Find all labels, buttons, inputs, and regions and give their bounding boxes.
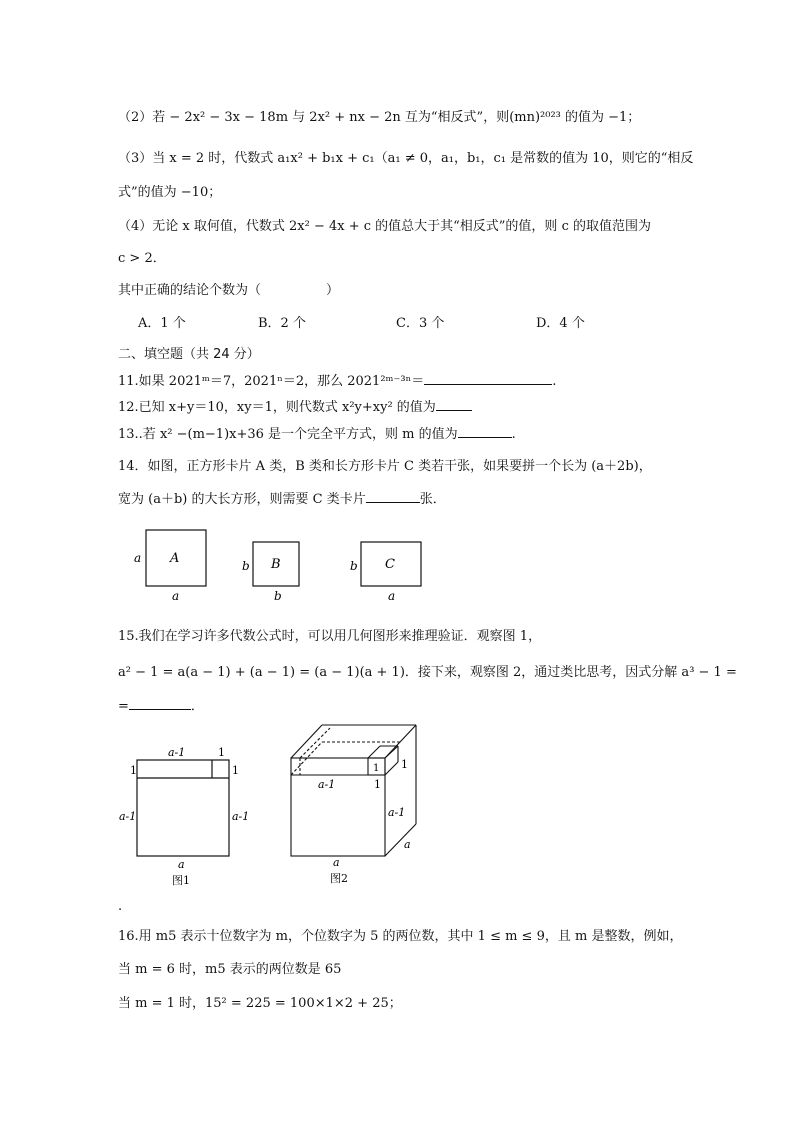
figure-2-labels — [318, 758, 411, 885]
q10-item-3-line-1: （3）当 x = 2 时，代数式 a₁x² + b₁x + c₁（a₁ ≠ 0，a₁，b₁，c₁ 是常数的值为 10，则它的“相反 — [118, 151, 694, 166]
q13-text: 13..若 x² −(m−1)x+36 是一个完全平方式，则 m 的值为 — [118, 427, 458, 442]
fig2-side-a: a — [404, 838, 411, 851]
option-c: C．3 个 — [396, 316, 445, 331]
option-d: D．4 个 — [536, 316, 585, 331]
card-a-label: A — [170, 551, 180, 566]
q12 — [118, 398, 472, 417]
card-b-side: b — [242, 559, 250, 573]
card-b-bottom: b — [274, 589, 282, 603]
q10-item-4-line-1: （4）无论 x 取何值，代数式 2x² − 4x + c 的值总大于其“相反式”的值，则 c 的取值范围为 — [118, 219, 651, 234]
q11-answer-blank — [424, 372, 552, 385]
section-heading: 二、填空题（共 24 分） — [118, 347, 260, 362]
fig1-left-a-minus-1: a-1 — [119, 810, 137, 823]
q14-line-2 — [118, 490, 446, 509]
card-c-bottom: a — [388, 589, 396, 603]
q15-line-2: a² − 1 = a(a − 1) + (a − 1) = (a − 1)(a + 1)．接下来，观察图 2，通过类比思考，因式分解 a³ − 1 = — [118, 665, 737, 680]
fig1-left-1: 1 — [130, 764, 137, 777]
q13 — [118, 425, 516, 444]
card-a-side: a — [134, 551, 142, 565]
q14-answer-blank — [366, 490, 420, 503]
q11-end: . — [552, 374, 557, 389]
fig2-side-a-minus-1: a-1 — [388, 806, 406, 819]
q15-line-1: 15.我们在学习许多代数公式时，可以用几何图形来推理验证．观察图 1， — [118, 629, 542, 644]
q10-question: 其中正确的结论个数为（ ） — [118, 283, 340, 298]
card-c-label: C — [385, 557, 395, 572]
q16-line-1: 16.用 m5 表示十位数字为 m，个位数字为 5 的两位数，其中 1 ≤ m ≤ 9，且 m 是整数，例如， — [118, 929, 683, 944]
q13-answer-blank — [458, 425, 512, 438]
card-figure — [0, 520, 794, 610]
figure-1 — [119, 746, 249, 887]
fig2-caption: 图2 — [330, 872, 348, 885]
fig1-right-1: 1 — [232, 764, 239, 777]
q12-answer-blank — [436, 398, 472, 411]
fig2-right-1: 1 — [401, 758, 408, 771]
card-b-label: B — [271, 557, 281, 572]
q11-text: 11.如果 2021ᵐ＝7，2021ⁿ＝2，那么 2021²ᵐ⁻³ⁿ＝ — [118, 374, 425, 389]
q12-text: 12.已知 x+y＝10，xy＝1，则代数式 x²y+xy² 的值为 — [118, 400, 436, 415]
q10-item-4-line-2: c > 2． — [118, 251, 166, 266]
q14-end: 张． — [419, 492, 446, 507]
q15-end: ． — [190, 699, 204, 714]
option-b: B．2 个 — [258, 316, 306, 331]
card-b — [242, 542, 299, 603]
q14-line-1: 14．如图，正方形卡片 A 类，B 类和长方形卡片 C 类若干张，如果要拼一个长为 (a＋2b)， — [118, 459, 652, 474]
q10-item-3-line-2: 式”的值为 −10； — [118, 185, 222, 200]
fig1-top-1: 1 — [218, 746, 225, 759]
fig2-front-a-minus-1: a-1 — [318, 778, 336, 791]
q10-item-2: （2）若 − 2x² − 3x − 18m 与 2x² + nx − 2n 互为“相反式”，则(mn)²⁰²³ 的值为 −1； — [118, 110, 641, 125]
card-c-side: b — [350, 559, 358, 573]
fig2-small-1: 1 — [373, 763, 380, 774]
q11 — [118, 372, 556, 391]
q15-eq: = — [118, 699, 129, 714]
q13-end: . — [511, 427, 516, 442]
q16-line-2: 当 m = 6 时，m5 表示的两位数是 65 — [118, 962, 342, 977]
fig1-bottom-a: a — [178, 858, 185, 871]
card-c — [350, 542, 421, 603]
card-a — [134, 530, 206, 603]
fig2-front-1: 1 — [374, 778, 381, 791]
figure-2 — [291, 725, 416, 856]
q14-text: 宽为 (a＋b) 的大长方形，则需要 C 类卡片 — [118, 492, 366, 507]
stray-dot: . — [118, 899, 123, 914]
q15-answer-blank — [129, 697, 191, 710]
algebra-figures — [0, 720, 794, 890]
fig1-top-a-minus-1: a-1 — [168, 746, 186, 759]
option-a: A．1 个 — [138, 316, 186, 331]
q16-line-3: 当 m = 1 时，15² = 225 = 100×1×2 + 25； — [118, 996, 402, 1011]
card-a-bottom: a — [172, 589, 180, 603]
q15-line-3 — [118, 697, 204, 716]
fig1-right-a-minus-1: a-1 — [232, 810, 250, 823]
fig2-bottom-a: a — [333, 856, 340, 869]
fig1-caption: 图1 — [172, 874, 190, 887]
